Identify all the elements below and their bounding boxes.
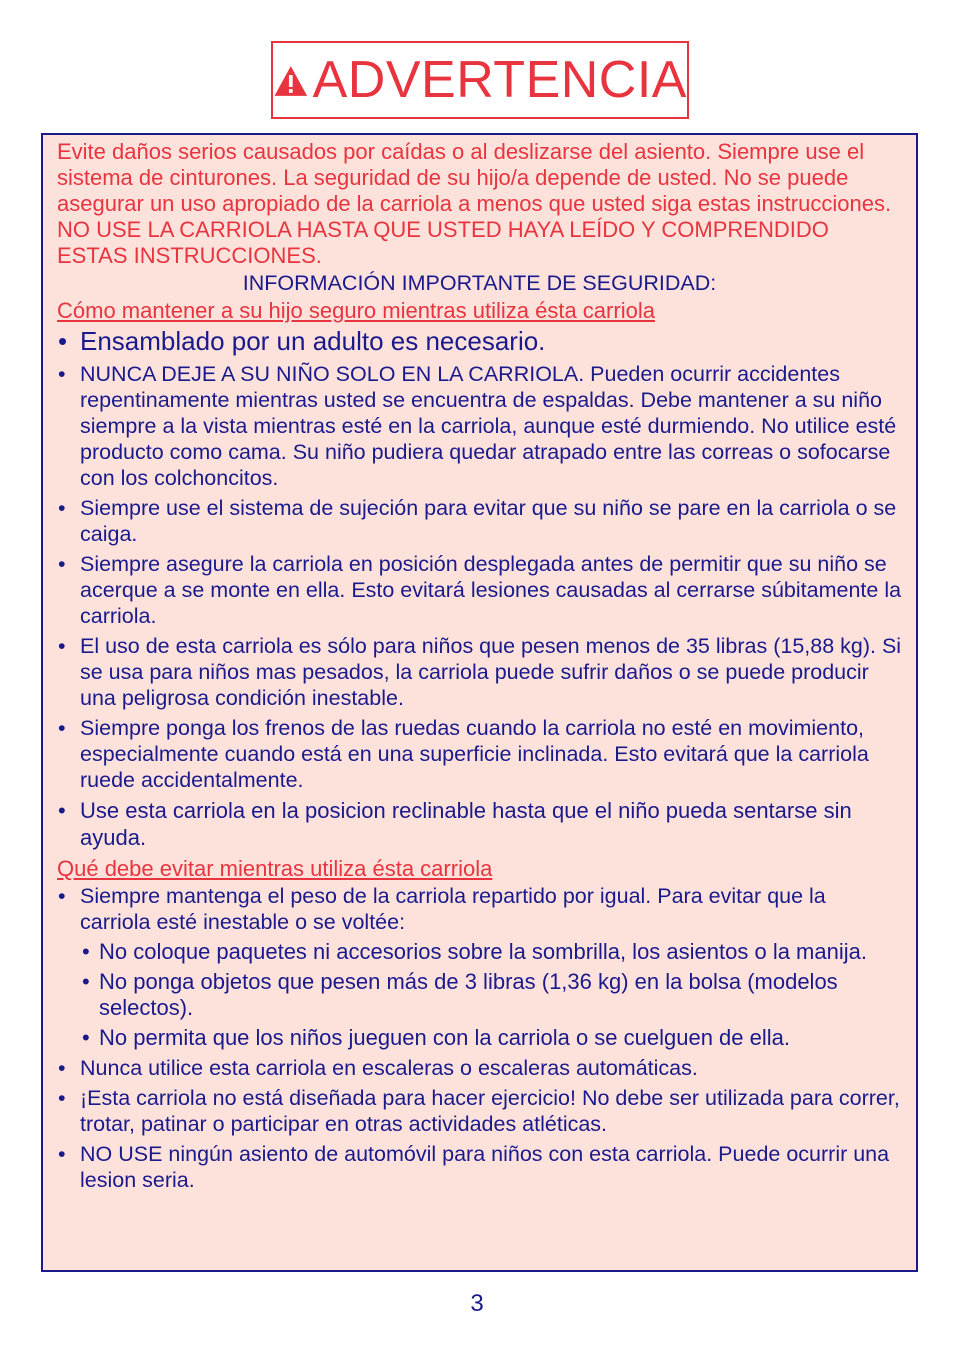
list-item: • NUNCA DEJE A SU NIÑO SOLO EN LA CARRIOLA. Pueden ocurrir accidentes repentinamente mientras usted se encuentra de espaldas. Debe mantener a su niño siempre a la vista mientras esté en la carriola, aunque esté durmiendo. No utilice esté producto como cama. Su niño pudiera quedar atrapado entre las correas o sofocarse con los colchoncitos. — [57, 361, 902, 491]
list-item: • Use esta carriola en la posicion reclinable hasta que el niño pueda sentarse sin ayuda. — [57, 797, 902, 851]
list-item: • Siempre mantenga el peso de la carriola repartido por igual. Para evitar que la carriola esté inestable o se voltée: • No coloque paquetes ni accesorios sobre la sombrilla, los asientos o la manija. • No ponga objetos que pesen más de 3 libras (1,36 kg) en la bolsa (modelos selectos). • No permita que los niños jueguen con la carriola o se cuelguen de ella. — [57, 883, 902, 1051]
list-item: • Siempre ponga los frenos de las ruedas cuando la carriola no esté en movimiento, especialmente cuando está en una superficie inclinada. Esto evitará que la carriola ruede accidentalmente. — [57, 715, 902, 793]
list-item: • El uso de esta carriola es sólo para niños que pesen menos de 35 libras (15,88 kg). Si se usa para niños mas pesados, la carriola puede sufrir daños o se puede producir una peligrosa condición inestable. — [57, 633, 902, 711]
section-title-avoid: Qué debe evitar mientras utiliza ésta carriola — [57, 856, 493, 881]
safety-panel — [41, 133, 918, 1272]
warning-triangle-icon — [273, 59, 309, 103]
safety-heading: INFORMACIÓN IMPORTANTE DE SEGURIDAD: — [242, 271, 717, 295]
list-item: • Ensamblado por un adulto es necesario. — [57, 325, 902, 357]
sub-list — [80, 939, 902, 1051]
avoid-list — [57, 883, 902, 1193]
list-item: • NO USE ningún asiento de automóvil para niños con esta carriola. Puede ocurrir una lesion seria. — [57, 1141, 902, 1193]
list-item: • Nunca utilice esta carriola en escaleras o escaleras automáticas. — [57, 1055, 902, 1081]
sub-list-item: • No permita que los niños jueguen con la carriola o se cuelguen de ella. — [80, 1025, 902, 1051]
safety-list — [57, 325, 902, 851]
sub-list-item: • No coloque paquetes ni accesorios sobre la sombrilla, los asientos o la manija. — [80, 939, 902, 965]
warning-title: ADVERTENCIA — [312, 51, 687, 109]
list-item: • Siempre use el sistema de sujeción para evitar que su niño se pare en la carriola o se caiga. — [57, 495, 902, 547]
intro-text: Evite daños serios causados por caídas o al deslizarse del asiento. Siempre use el sistema de cinturones. La seguridad de su hijo/a depende de usted. No se puede asegurar un uso apropiado de la carriola a menos que usted siga estas instrucciones. NO USE LA CARRIOLA HASTA QUE USTED HAYA LEÍDO Y COMPRENDIDO ESTAS INSTRUCCIONES. — [57, 139, 892, 268]
warning-title-box — [271, 41, 689, 119]
list-item: • Siempre asegure la carriola en posición desplegada antes de permitir que su niño se acerque a se monte en ella. Esto evitará lesiones causadas al cerrarse súbitamente la carriola. — [57, 551, 902, 629]
list-item: • ¡Esta carriola no está diseñada para hacer ejercicio! No debe ser utilizada para correr, trotar, patinar o participar en otras actividades atléticas. — [57, 1085, 902, 1137]
section-title-safety: Cómo mantener a su hijo seguro mientras utiliza ésta carriola — [57, 298, 655, 323]
page-number: 3 — [470, 1290, 484, 1317]
sub-list-item: • No ponga objetos que pesen más de 3 libras (1,36 kg) en la bolsa (modelos selectos). — [80, 969, 902, 1021]
